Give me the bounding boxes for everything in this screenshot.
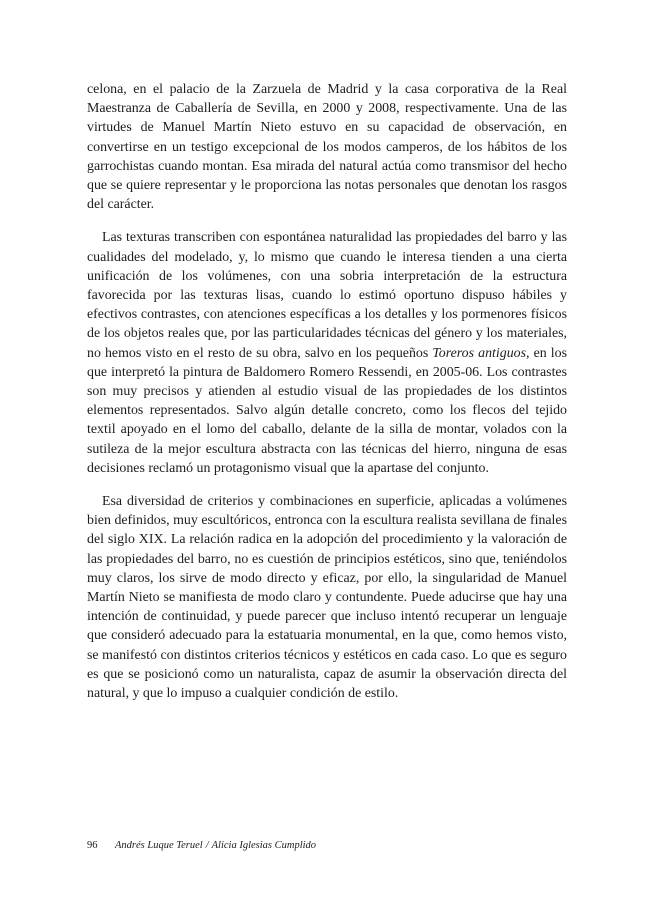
page-number: 96 <box>87 840 98 851</box>
paragraph-2 <box>87 228 567 478</box>
artwork-title: Toreros antiguos <box>432 345 526 361</box>
body-text <box>87 80 567 703</box>
paragraph-3 <box>87 492 567 703</box>
paragraph-1-text: celona, en el palacio de la Zarzuela de Madrid y la casa corporativa de la Real Maestranza de Caballería de Sevilla, en 2000 y 2008, respectivamente. Una de las virtudes de Manuel Martín Nieto estuvo en su capacidad de observación, en convertirse en un testigo excepcional de los modos camperos, de los hábitos de los garrochistas cuando montan. Esa mirada del natural actúa como transmisor del hecho que se quiere representar y le proporciona las notas personales que denotan los rasgos del carácter. <box>87 82 567 213</box>
footer-author-2: Alicia Iglesias Cumplido <box>211 840 317 851</box>
page-footer <box>87 840 316 851</box>
footer-author-1: Andrés Luque Teruel <box>115 840 203 851</box>
footer-separator: / <box>205 840 209 851</box>
paragraph-2-text-a: Las texturas transcriben con espontánea naturalidad las propiedades del barro y las cualidades del modelado, y, lo mismo que cuando le interesa tienden a una cierta unificación de los volúmenes, con una sobria interpretación de la estructura favorecida por las texturas lisas, cuando lo estimó oportuno dispuso hábiles y efectivos contrastes, con atenciones específicas a los detalles y los pormenores físicos de los objetos reales que, por las particularidades técnicas del género y los materiales, no hemos visto en el resto de su obra, salvo en los pequeños <box>87 230 567 361</box>
paragraph-2-text-b: , en los que interpretó la pintura de Baldomero Romero Ressendi, en 2005-06. Los contrastes son muy precisos y atienden al estudio visual de las propiedades de los distintos elementos representados. Salvo algún detalle concreto, como los flecos del tejido textil apoyado en el lomo del caballo, delante de la silla de montar, volados con la sutileza de la mejor escultura abstracta con las técnicas del hierro, ninguna de esas decisiones reclamó un protagonismo visual que la apartase del conjunto. <box>87 345 567 476</box>
paragraph-3-text: Esa diversidad de criterios y combinaciones en superficie, aplicadas a volúmenes bien definidos, muy escultóricos, entronca con la escultura realista sevillana de finales del siglo XIX. La relación radica en la adopción del procedimiento y la valoración de las propiedades del barro, no es cuestión de principios estéticos, sino que, teniéndolos muy claros, los sirve de modo directo y eficaz, por ello, la singularidad de Manuel Martín Nieto se manifiesta de modo claro y contundente. Puede aducirse que hay una intención de continuidad, y puede parecer que incluso intentó recuperar un lenguaje que consideró adecuado para la estatuaria monumental, en la que, como hemos visto, se manifestó con distintos criterios técnicos y estéticos en cada caso. Lo que es seguro es que se posicionó como un naturalista, capaz de asumir la observación directa del natural, y que lo impuso a cualquier condición de estilo. <box>87 494 567 702</box>
paragraph-1 <box>87 80 567 214</box>
